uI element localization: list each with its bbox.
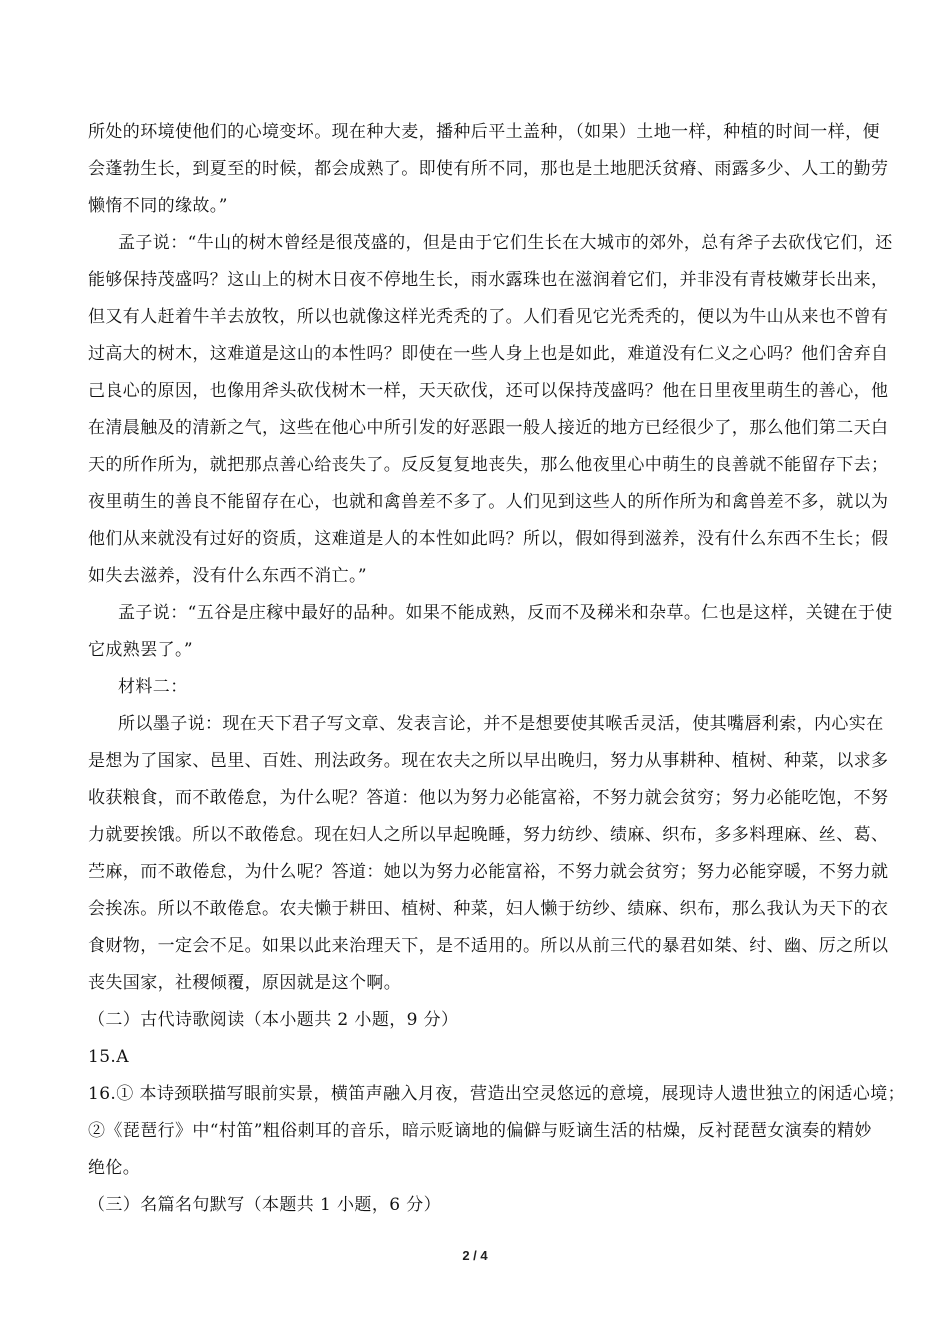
text-line: 丧失国家，社稷倾覆，原因就是这个啊。: [88, 973, 402, 993]
text-line: 懒惰不同的缘故。”: [88, 196, 228, 216]
section-heading: （三）名篇名句默写（本题共 1 小题，6 分）: [88, 1195, 442, 1215]
text-line: 它成熟罢了。”: [88, 640, 193, 660]
text-line: 是想为了国家、邑里、百姓、刑法政务。现在农夫之所以早出晚归，努力从事耕种、植树、种菜，以求多: [88, 751, 889, 771]
text-line: 夜里萌生的善良不能留存在心，也就和禽兽差不多了。人们见到这些人的所作所为和禽兽差不多，就以为: [88, 492, 889, 512]
answer-15: 15.A: [88, 1047, 129, 1067]
text-line: 但又有人赶着牛羊去放牧，所以也就像这样光秃秃的了。人们看见它光秃秃的，便以为牛山从来也不曾有: [88, 307, 889, 327]
text-line: 在清晨触及的清新之气，这些在他心中所引发的好恶跟一般人接近的地方已经很少了，那么他们第二天白: [88, 418, 889, 438]
text-line: 会蓬勃生长，到夏至的时候，都会成熟了。即使有所不同，那也是土地肥沃贫瘠、雨露多少、人工的勤劳: [88, 159, 889, 179]
page-number: 2 / 4: [462, 1248, 488, 1263]
text-line: 如失去滋养，没有什么东西不消亡。”: [88, 566, 367, 586]
section-label: 材料二：: [118, 677, 188, 697]
text-line: 苎麻，而不敢倦怠，为什么呢？答道：她以为努力必能富裕，不努力就会贫穷；努力必能穿暖，不努力就: [88, 862, 889, 882]
text-line: 过高大的树木，这难道是这山的本性吗？即使在一些人身上也是如此，难道没有仁义之心吗？他们舍弃自: [88, 344, 889, 364]
text-line: ②《琵琶行》中“村笛”粗俗刺耳的音乐，暗示贬谪地的偏僻与贬谪生活的枯燥，反衬琵琶女演奏的精妙: [88, 1121, 872, 1141]
text-line: 孟子说：“五谷是庄稼中最好的品种。如果不能成熟，反而不及稊米和杂草。仁也是这样，关键在于使: [118, 603, 893, 623]
text-line: 食财物，一定会不足。如果以此来治理天下，是不适用的。所以从前三代的暴君如桀、纣、幽、厉之所以: [88, 936, 889, 956]
text-line: 能够保持茂盛吗？这山上的树木日夜不停地生长，雨水露珠也在滋润着它们，并非没有青枝嫩芽长出来，: [88, 270, 889, 290]
text-line: 孟子说：“牛山的树木曾经是很茂盛的，但是由于它们生长在大城市的郊外，总有斧子去砍伐它们，还: [118, 233, 893, 253]
section-heading: （二）古代诗歌阅读（本小题共 2 小题，9 分）: [88, 1010, 459, 1030]
text-line: 己良心的原因，也像用斧头砍伐树木一样，天天砍伐，还可以保持茂盛吗？他在日里夜里萌生的善心，他: [88, 381, 889, 401]
text-line: 会挨冻。所以不敢倦怠。农夫懒于耕田、植树、种菜，妇人懒于纺纱、绩麻、织布，那么我认为天下的衣: [88, 899, 889, 919]
text-line: 所处的环境使他们的心境变坏。现在种大麦，播种后平土盖种，（如果）土地一样，种植的时间一样，便: [88, 122, 880, 142]
text-line: 天的所作所为，就把那点善心给丧失了。反反复复地丧失，那么他夜里心中萌生的良善就不能留存下去；: [88, 455, 889, 475]
text-line: 他们从来就没有过好的资质，这难道是人的本性如此吗？所以，假如得到滋养，没有什么东西不生长；假: [88, 529, 889, 549]
answer-16: 16.① 本诗颈联描写眼前实景，横笛声融入月夜，营造出空灵悠远的意境，展现诗人遗世独立的闲适心境；: [88, 1084, 906, 1104]
text-line: 力就要挨饿。所以不敢倦怠。现在妇人之所以早起晚睡，努力纺纱、绩麻、织布，多多料理麻、丝、葛、: [88, 825, 889, 845]
text-line: 绝伦。: [88, 1158, 141, 1178]
text-line: 所以墨子说：现在天下君子写文章、发表言论，并不是想要使其喉舌灵活，使其嘴唇利索，内心实在: [118, 714, 884, 734]
text-line: 收获粮食，而不敢倦怠，为什么呢？答道：他以为努力必能富裕，不努力就会贫穷；努力必能吃饱，不努: [88, 788, 889, 808]
